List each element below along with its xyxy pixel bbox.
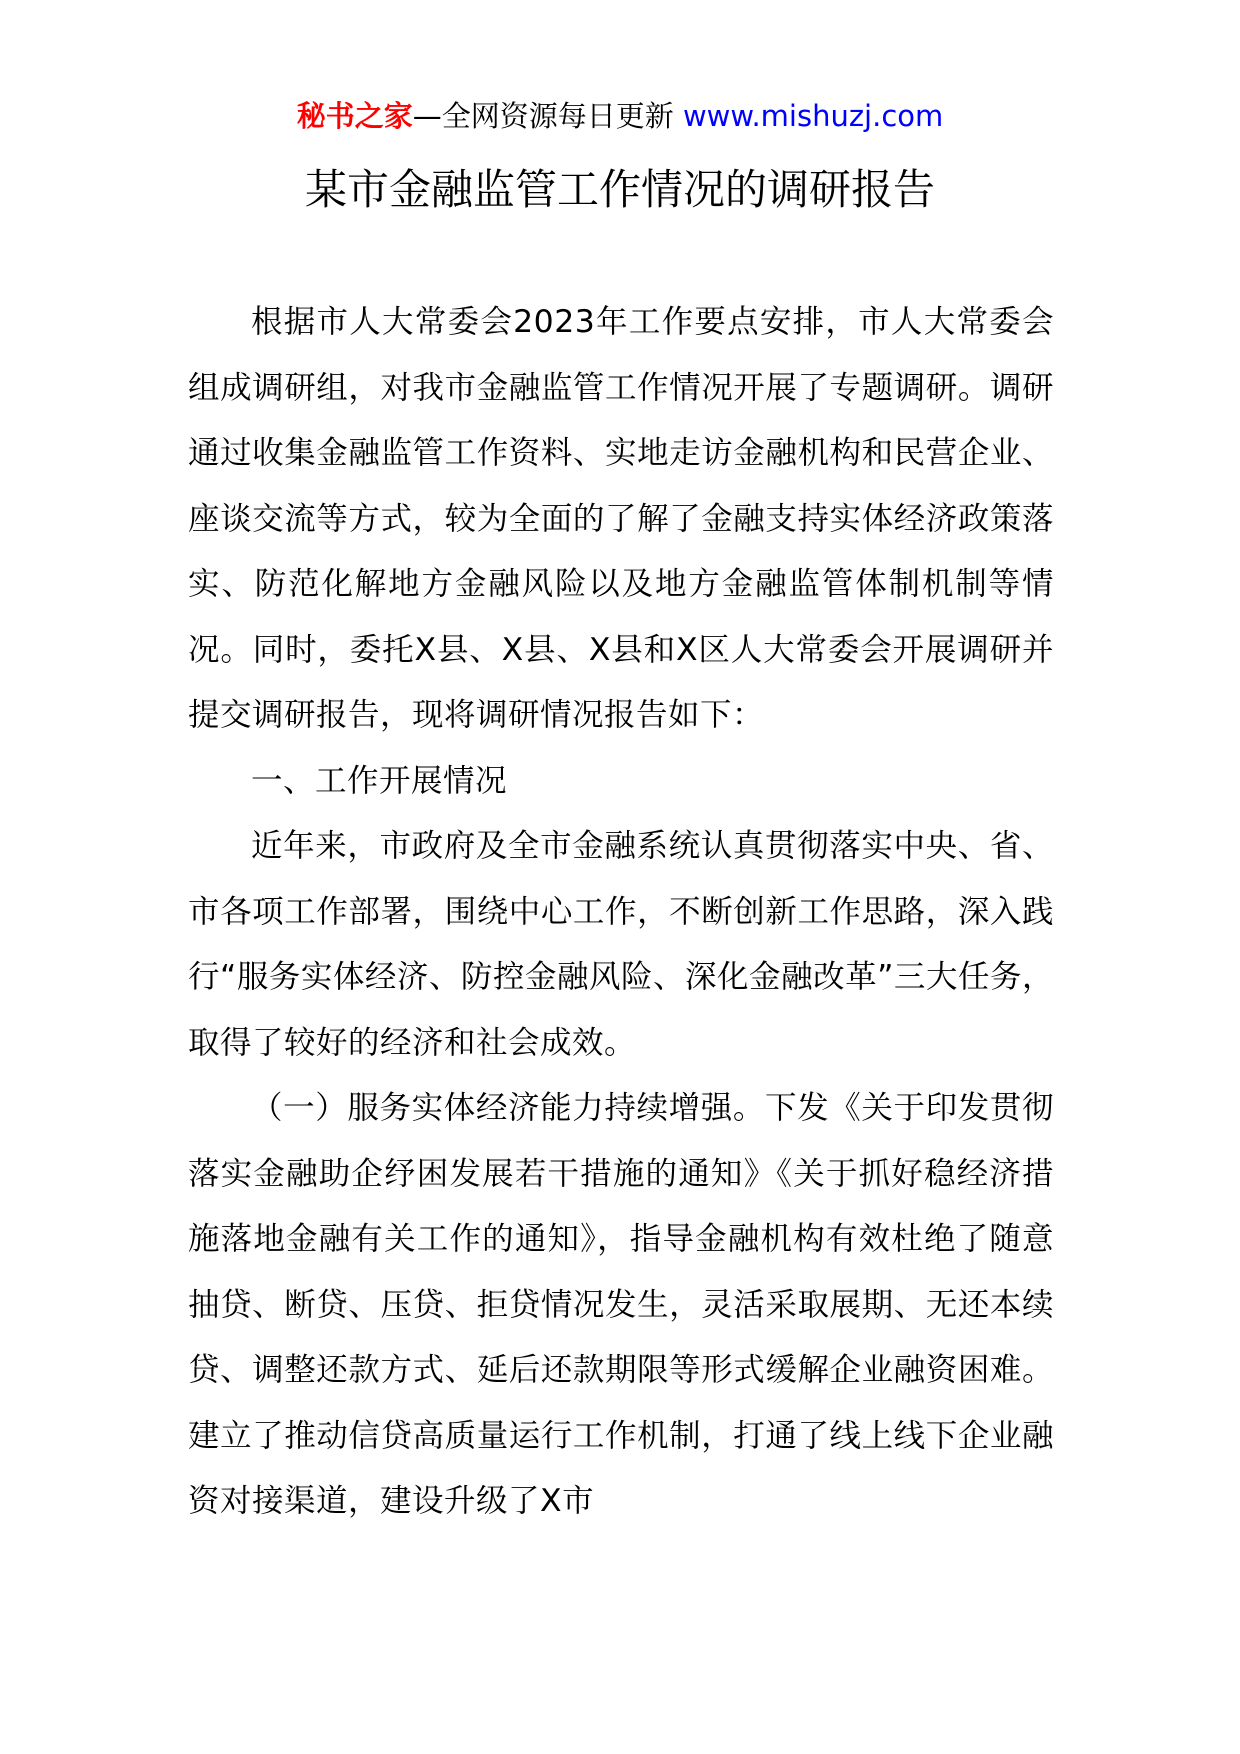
section-heading: 一、工作开展情况 <box>251 762 508 799</box>
paragraph-overview: 近年来，市政府及全市金融系统认真贯彻落实中央、省、市各项工作部署，围绕中心工作，不断创新工作思路，深入践行“服务实体经济、防控金融风险、深化金融改革”三大任务，取得了较好的经济和社会成效。 <box>188 828 1054 1061</box>
site-tagline: —全网资源每日更新 <box>412 99 683 133</box>
site-banner <box>0 98 1240 134</box>
paragraph-subsection-1: （一）服务实体经济能力持续增强。下发《关于印发贯彻落实金融助企纾困发展若干措施的通知》《关于抓好稳经济措施落地金融有关工作的通知》，指导金融机构有效杜绝了随意抽贷、断贷、压贷、拒贷情况发生，灵活采取展期、无还本续贷、调整还款方式、延后还款期限等形式缓解企业融资困难。建立了推动信贷高质量运行工作机制，打通了线上线下企业融资对接渠道，建设升级了X市 <box>188 1090 1054 1519</box>
document-body <box>188 290 1054 1535</box>
document-title: 某市金融监管工作情况的调研报告 <box>304 165 935 214</box>
paragraph-intro: 根据市人大常委会2023年工作要点安排，市人大常委会组成调研组，对我市金融监管工作情况开展了专题调研。调研通过收集金融监管工作资料、实地走访金融机构和民营企业、座谈交流等方式，较为全面的了解了金融支持实体经济政策落实、防范化解地方金融风险以及地方金融监管体制机制等情况。同时，委托X县、X县、X县和X区人大常委会开展调研并提交调研报告，现将调研情况报告如下： <box>188 304 1054 733</box>
site-brand: 秘书之家 <box>296 99 413 133</box>
site-url-link[interactable]: www.mishuzj.com <box>682 99 944 133</box>
